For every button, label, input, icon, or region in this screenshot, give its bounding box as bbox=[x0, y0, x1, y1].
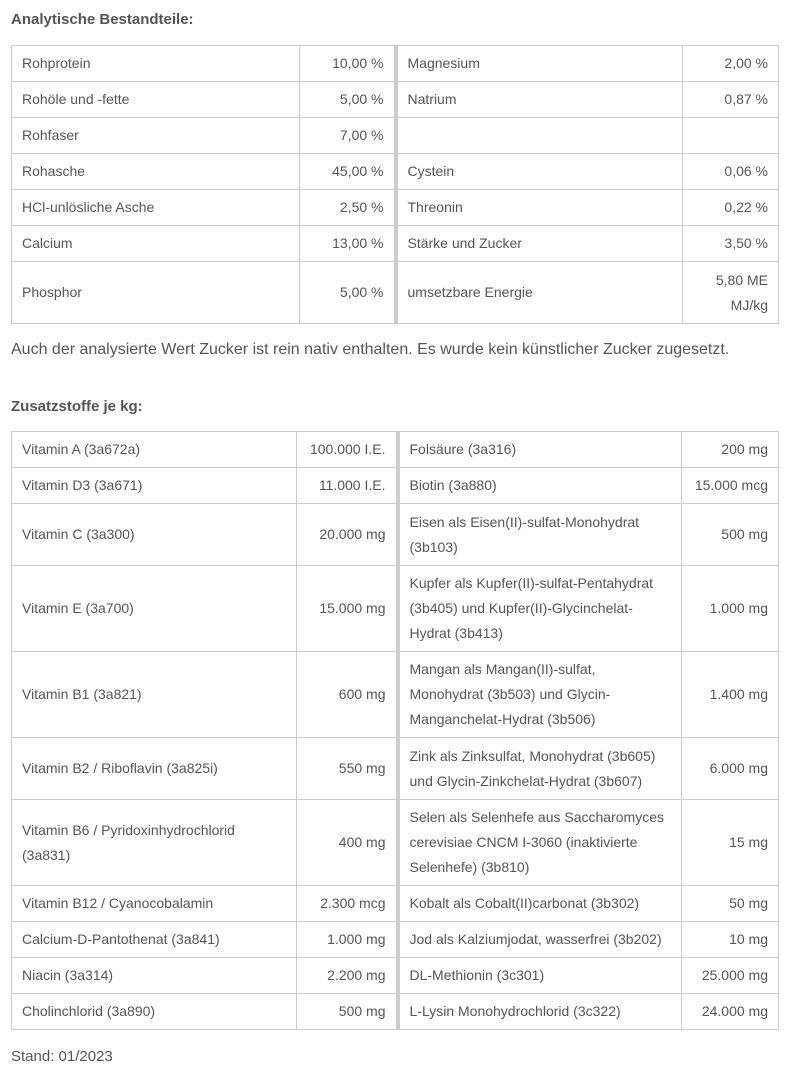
label-cell: Vitamin B12 / Cyanocobalamin bbox=[12, 886, 297, 922]
value-cell: 6.000 mg bbox=[682, 738, 779, 800]
zusatzstoffe-title: Zusatzstoffe je kg: bbox=[11, 398, 143, 415]
sugar-note: Auch der analysierte Wert Zucker ist rein nativ enthalten. Es wurde kein künstlicher Zucker zugesetzt. bbox=[11, 341, 730, 358]
table-row bbox=[12, 504, 779, 566]
value-cell: 15 mg bbox=[682, 800, 779, 886]
label-cell: Eisen als Eisen(II)-sulfat-Monohydrat (3b103) bbox=[398, 504, 682, 566]
value-cell: 1.000 mg bbox=[682, 566, 779, 652]
table-row bbox=[12, 994, 779, 1030]
value-cell: 550 mg bbox=[297, 738, 398, 800]
label-cell: Rohprotein bbox=[12, 46, 300, 82]
label-cell: Zink als Zinksulfat, Monohydrat (3b605) und Glycin-Zinkchelat-Hydrat (3b607) bbox=[398, 738, 682, 800]
label-cell: DL-Methionin (3c301) bbox=[398, 958, 682, 994]
table-row bbox=[12, 82, 779, 118]
label-cell: Vitamin E (3a700) bbox=[12, 566, 297, 652]
table-row bbox=[12, 738, 779, 800]
label-cell: Selen als Selenhefe aus Saccharomyces cerevisiae CNCM I-3060 (inaktivierte Selenhefe) (3b810) bbox=[398, 800, 682, 886]
label-cell: Mangan als Mangan(II)-sulfat, Monohydrat (3b503) und Glycin-Manganchelat-Hydrat (3b506) bbox=[398, 652, 682, 738]
stand-date: Stand: 01/2023 bbox=[11, 1048, 113, 1065]
table-row bbox=[12, 468, 779, 504]
value-cell: 1.000 mg bbox=[297, 922, 398, 958]
value-cell: 11.000 I.E. bbox=[297, 468, 398, 504]
value-cell: 0,06 % bbox=[683, 154, 779, 190]
label-cell: Rohfaser bbox=[12, 118, 300, 154]
table-row bbox=[12, 226, 779, 262]
label-cell: Vitamin A (3a672a) bbox=[12, 432, 297, 468]
zusatzstoffe-table bbox=[11, 431, 779, 1030]
label-cell: Kupfer als Kupfer(II)-sulfat-Pentahydrat (3b405) und Kupfer(II)-Glycinchelat-Hydrat (3b413) bbox=[398, 566, 682, 652]
value-cell: 5,00 % bbox=[300, 262, 396, 324]
label-cell: Biotin (3a880) bbox=[398, 468, 682, 504]
label-cell: Vitamin D3 (3a671) bbox=[12, 468, 297, 504]
table-row bbox=[12, 652, 779, 738]
label-cell: Rohöle und -fette bbox=[12, 82, 300, 118]
label-cell: Vitamin C (3a300) bbox=[12, 504, 297, 566]
label-cell: Jod als Kalziumjodat, wasserfrei (3b202) bbox=[398, 922, 682, 958]
value-cell: 500 mg bbox=[682, 504, 779, 566]
value-cell: 2.300 mcg bbox=[297, 886, 398, 922]
label-cell: Rohasche bbox=[12, 154, 300, 190]
label-cell: Vitamin B1 (3a821) bbox=[12, 652, 297, 738]
value-cell: 0,87 % bbox=[683, 82, 779, 118]
value-cell: 45,00 % bbox=[300, 154, 396, 190]
value-cell: 15.000 mcg bbox=[682, 468, 779, 504]
value-cell: 20.000 mg bbox=[297, 504, 398, 566]
value-cell: 100.000 I.E. bbox=[297, 432, 398, 468]
label-cell: Stärke und Zucker bbox=[396, 226, 683, 262]
value-cell: 3,50 % bbox=[683, 226, 779, 262]
label-cell: Folsäure (3a316) bbox=[398, 432, 682, 468]
value-cell: 25.000 mg bbox=[682, 958, 779, 994]
value-cell: 5,00 % bbox=[300, 82, 396, 118]
label-cell: HCl-unlösliche Asche bbox=[12, 190, 300, 226]
value-cell: 1.400 mg bbox=[682, 652, 779, 738]
label-cell: Calcium bbox=[12, 226, 300, 262]
label-cell: L-Lysin Monohydrochlorid (3c322) bbox=[398, 994, 682, 1030]
table-row bbox=[12, 922, 779, 958]
value-cell: 400 mg bbox=[297, 800, 398, 886]
analytische-table bbox=[11, 45, 779, 324]
value-cell: 600 mg bbox=[297, 652, 398, 738]
value-cell: 200 mg bbox=[682, 432, 779, 468]
label-cell: Vitamin B6 / Pyridoxinhydrochlorid (3a831) bbox=[12, 800, 297, 886]
table-row bbox=[12, 566, 779, 652]
label-cell: Niacin (3a314) bbox=[12, 958, 297, 994]
label-cell bbox=[396, 118, 683, 154]
value-cell: 0,22 % bbox=[683, 190, 779, 226]
label-cell: Phosphor bbox=[12, 262, 300, 324]
value-cell: 10 mg bbox=[682, 922, 779, 958]
label-cell: Magnesium bbox=[396, 46, 683, 82]
table-row bbox=[12, 800, 779, 886]
label-cell: Kobalt als Cobalt(II)carbonat (3b302) bbox=[398, 886, 682, 922]
table-row bbox=[12, 886, 779, 922]
value-cell: 2,50 % bbox=[300, 190, 396, 226]
label-cell: Vitamin B2 / Riboflavin (3a825i) bbox=[12, 738, 297, 800]
table-row bbox=[12, 262, 779, 324]
table-row bbox=[12, 190, 779, 226]
analytische-title: Analytische Bestandteile: bbox=[11, 11, 194, 28]
label-cell: Natrium bbox=[396, 82, 683, 118]
value-cell: 5,80 ME MJ/kg bbox=[683, 262, 779, 324]
table-row bbox=[12, 154, 779, 190]
label-cell: Calcium-D-Pantothenat (3a841) bbox=[12, 922, 297, 958]
label-cell: umsetzbare Energie bbox=[396, 262, 683, 324]
table-row bbox=[12, 46, 779, 82]
value-cell: 2,00 % bbox=[683, 46, 779, 82]
table-row bbox=[12, 432, 779, 468]
label-cell: Threonin bbox=[396, 190, 683, 226]
value-cell bbox=[683, 118, 779, 154]
value-cell: 15.000 mg bbox=[297, 566, 398, 652]
table-row bbox=[12, 118, 779, 154]
value-cell: 500 mg bbox=[297, 994, 398, 1030]
table-row bbox=[12, 958, 779, 994]
value-cell: 13,00 % bbox=[300, 226, 396, 262]
value-cell: 2.200 mg bbox=[297, 958, 398, 994]
value-cell: 24.000 mg bbox=[682, 994, 779, 1030]
label-cell: Cystein bbox=[396, 154, 683, 190]
label-cell: Cholinchlorid (3a890) bbox=[12, 994, 297, 1030]
value-cell: 7,00 % bbox=[300, 118, 396, 154]
value-cell: 50 mg bbox=[682, 886, 779, 922]
value-cell: 10,00 % bbox=[300, 46, 396, 82]
